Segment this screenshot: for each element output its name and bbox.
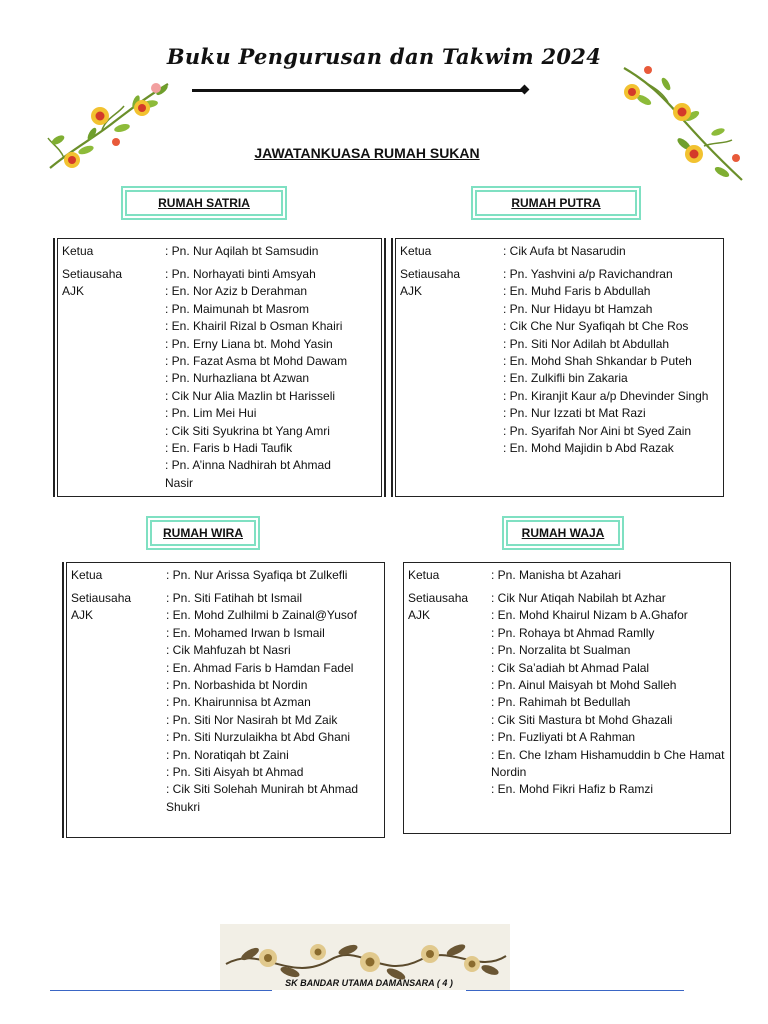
committee-panel-wira — [66, 562, 385, 838]
title-underline-tip — [520, 85, 530, 95]
ajk-label: AJK — [408, 608, 431, 623]
ajk-member: : En. Mohd Shah Shkandar b Puteh — [503, 354, 692, 368]
committee-panel-waja — [403, 562, 731, 834]
ajk-member: : Pn. Norzalita bt Sualman — [491, 643, 631, 658]
ajk-member: : Pn. Nur Izzati bt Mat Razi — [503, 406, 646, 421]
ajk-member: : En. Muhd Faris b Abdullah — [503, 284, 651, 299]
ketua-label: Ketua — [400, 244, 432, 258]
ajk-member: : Cik Siti Solehah Munirah bt Ahmad Shukri — [166, 782, 359, 814]
ajk-member: : Cik Siti Mastura bt Mohd Ghazali — [491, 712, 673, 727]
ajk-member: : En. Mohd Zulhilmi b Zainal@Yusof — [166, 608, 357, 623]
ajk-label: AJK — [71, 608, 94, 623]
ajk-member: : Pn. Norbashida bt Nordin — [166, 678, 308, 692]
ketua-value: : Cik Aufa bt Nasarudin — [503, 244, 626, 258]
ajk-member: : Pn. Noratiqah bt Zaini — [166, 747, 289, 762]
footer-rule-left — [50, 990, 272, 991]
footer-school-name: SK BANDAR UTAMA DAMANSARA ( 4 ) — [285, 978, 453, 988]
ajk-member: : En. Zulkifli bin Zakaria — [503, 371, 628, 386]
setiausaha-value: : Cik Nur Atiqah Nabilah bt Azhar — [491, 591, 666, 605]
document-title: Buku Pengurusan dan Takwim 2024 — [166, 44, 602, 69]
ketua-value: : Pn. Nur Aqilah bt Samsudin — [165, 244, 319, 258]
house-title-putra: RUMAH PUTRA — [471, 186, 641, 220]
ajk-member: : Pn. Nur Hidayu bt Hamzah — [503, 301, 653, 316]
ajk-member: : Pn. Ainul Maisyah bt Mohd Salleh — [491, 678, 677, 692]
title-underline — [192, 89, 526, 92]
ajk-member: : Cik Mahfuzah bt Nasri — [166, 643, 291, 658]
setiausaha-value: : Pn. Norhayati binti Amsyah — [165, 267, 316, 281]
ajk-member: : Cik Siti Syukrina bt Yang Amri — [165, 423, 330, 438]
ketua-value: : Pn. Nur Arissa Syafiqa bt Zulkefli — [166, 568, 348, 582]
ajk-member: : Pn. Erny Liana bt. Mohd Yasin — [165, 336, 333, 351]
ajk-member: : Pn. Fuzliyati bt A Rahman — [491, 730, 636, 745]
ketua-label: Ketua — [71, 568, 103, 582]
ajk-member: : En. Mohd Khairul Nizam b A.Ghafor — [491, 608, 688, 623]
ajk-member: : Pn. A’inna Nadhirah bt Ahmad Nasir — [165, 458, 331, 490]
setiausaha-label: Setiausaha — [400, 267, 461, 281]
ajk-member: : Pn. Rohaya bt Ahmad Ramlly — [491, 625, 655, 640]
ajk-member: : En. Ahmad Faris b Hamdan Fadel — [166, 660, 354, 675]
ajk-member: : Pn. Kiranjit Kaur a/p Dhevinder Singh — [503, 388, 709, 403]
ajk-member: : En. Mohamed Irwan b Ismail — [166, 625, 325, 640]
ketua-label: Ketua — [62, 244, 94, 258]
ajk-label: AJK — [400, 284, 423, 299]
committee-panel-satria — [57, 238, 382, 497]
ajk-label: AJK — [62, 284, 85, 299]
house-title-wira: RUMAH WIRA — [146, 516, 260, 550]
ajk-member: : Pn. Siti Nurzulaikha bt Abd Ghani — [166, 730, 351, 745]
setiausaha-label: Setiausaha — [71, 591, 132, 605]
ajk-member: : En. Nor Aziz b Derahman — [165, 284, 308, 299]
ajk-member: : Pn. Fazat Asma bt Mohd Dawam — [165, 354, 348, 368]
ajk-member: : Pn. Lim Mei Hui — [165, 406, 257, 421]
ajk-member: : En. Khairil Rizal b Osman Khairi — [165, 319, 343, 334]
ajk-member: : En. Mohd Fikri Hafiz b Ramzi — [491, 782, 654, 797]
ajk-member: : Pn. Siti Nor Adilah bt Abdullah — [503, 336, 670, 351]
setiausaha-label: Setiausaha — [62, 267, 123, 281]
ajk-member: : Pn. Syarifah Nor Aini bt Syed Zain — [503, 423, 692, 438]
ajk-member: : Pn. Siti Aisyah bt Ahmad — [166, 765, 304, 779]
ajk-member: : En. Faris b Hadi Taufik — [165, 441, 293, 455]
setiausaha-value: : Pn. Yashvini a/p Ravichandran — [503, 267, 673, 281]
ketua-label: Ketua — [408, 568, 440, 582]
ajk-member: : Pn. Nurhazliana bt Azwan — [165, 371, 310, 386]
page-heading: JAWATANKUASA RUMAH SUKAN — [254, 145, 480, 161]
setiausaha-value: : Pn. Siti Fatihah bt Ismail — [166, 591, 303, 605]
footer-rule-right — [466, 990, 684, 991]
ajk-member: : Pn. Siti Nor Nasirah bt Md Zaik — [166, 712, 338, 727]
ajk-member: : En. Mohd Majidin b Abd Razak — [503, 441, 674, 455]
ajk-member: : Pn. Khairunnisa bt Azman — [166, 695, 311, 710]
ajk-member: : Cik Sa’adiah bt Ahmad Palal — [491, 660, 650, 675]
ajk-member: : Cik Nur Alia Mazlin bt Harisseli — [165, 388, 336, 403]
ajk-member: : Cik Che Nur Syafiqah bt Che Ros — [503, 319, 689, 334]
floral-ornament-right-icon — [618, 62, 748, 186]
ajk-member: : En. Che Izham Hishamuddin b Che Hamat Nordin — [491, 747, 725, 779]
house-title-waja: RUMAH WAJA — [502, 516, 624, 550]
house-title-satria: RUMAH SATRIA — [121, 186, 287, 220]
committee-panel-putra — [395, 238, 724, 497]
ajk-member: : Pn. Rahimah bt Bedullah — [491, 695, 631, 710]
ajk-member: : Pn. Maimunah bt Masrom — [165, 301, 310, 316]
setiausaha-label: Setiausaha — [408, 591, 469, 605]
ketua-value: : Pn. Manisha bt Azahari — [491, 568, 622, 582]
